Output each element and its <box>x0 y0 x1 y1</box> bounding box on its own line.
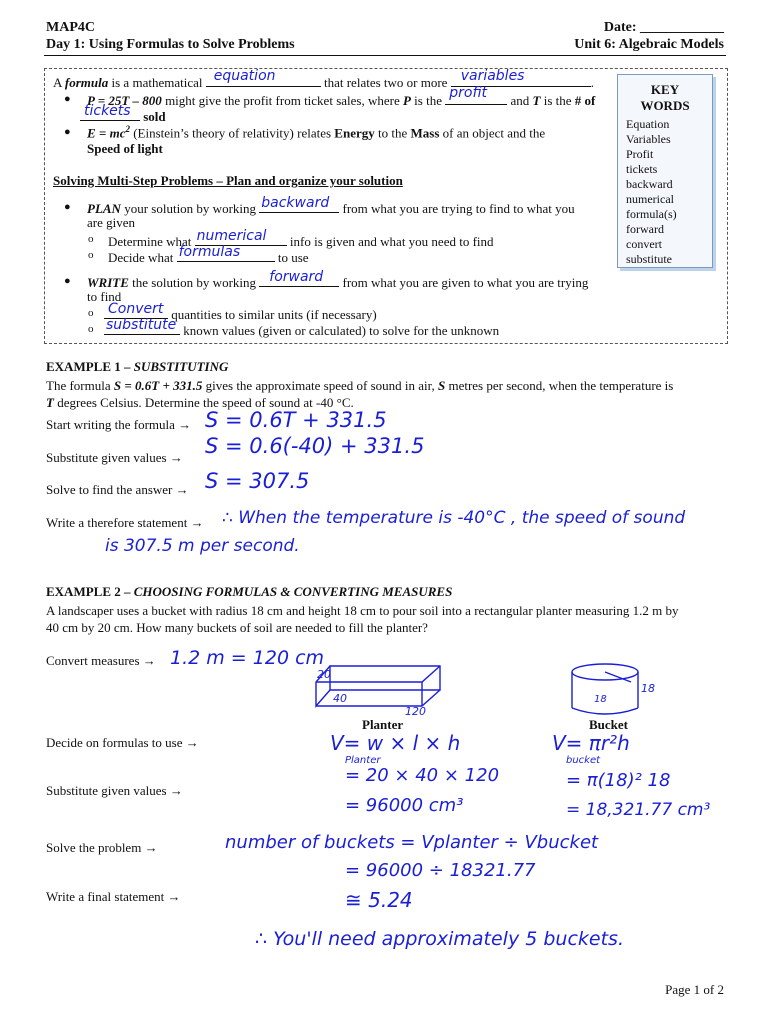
example1-heading: EXAMPLE 1 – SUBSTITUTING <box>46 359 229 374</box>
blank-backward: backward <box>261 195 330 211</box>
blank-numerical: numerical <box>196 228 267 244</box>
key-word: backward <box>626 177 673 191</box>
blank-tickets: tickets <box>84 103 131 119</box>
planter-dim-height: 20 <box>317 668 331 681</box>
bucket-bottom <box>572 708 638 714</box>
key-word: Variables <box>626 132 671 146</box>
hw-substitute: S = 0.6(-40) + 331.5 <box>205 434 425 458</box>
key-word: substitute <box>626 252 673 266</box>
example1-desc2: T degrees Celsius. Determine the speed of sound at -40 °C. <box>46 395 354 410</box>
bucket-label: Bucket <box>589 717 628 732</box>
hw-solve: S = 307.5 <box>205 469 310 493</box>
circle-bullet: o <box>88 323 94 335</box>
key-word: convert <box>626 237 662 251</box>
example2-step-solve: Solve the problem → <box>46 840 158 855</box>
bullet-dot: ● <box>64 201 71 213</box>
blank-forward: forward <box>269 269 324 285</box>
example2-desc2: 40 cm by 20 cm. How many buckets of soil are needed to fill the planter? <box>46 620 428 635</box>
header-rule <box>44 55 726 56</box>
hw-planter-volume: = 96000 cm³ <box>345 795 464 816</box>
planter-mid-edge <box>316 666 440 682</box>
example2-desc1: A landscaper uses a bucket with radius 18 cm and height 18 cm to pour soil into a rectangular planter measuring 1.2 m by <box>46 603 679 618</box>
hw-formula: S = 0.6T + 331.5 <box>205 408 387 432</box>
blank-equation: equation <box>213 68 276 84</box>
blank-profit: profit <box>449 85 487 101</box>
bullet-einstein: $E = mc^2$ (Einstein’s theory of relativity) relates Energy to the Mass of an object and the <box>87 124 546 141</box>
page-title: Day 1: Using Formulas to Solve Problems <box>46 37 295 52</box>
example2-step-formulas: Decide on formulas to use → <box>46 735 199 750</box>
hw-bucket-formula: V= πr²h <box>552 731 630 755</box>
intro-line: A formula is a mathematical equation that relates two or more variables . <box>53 68 594 90</box>
example2-heading: EXAMPLE 2 – CHOOSING FORMULAS & CONVERTING MEASURES <box>46 584 453 599</box>
date-field: Date: ____________ <box>603 20 724 35</box>
planter-label: Planter <box>362 717 404 732</box>
hw-bucket-subscript: bucket <box>566 755 601 766</box>
key-word: forward <box>626 222 664 236</box>
write-sub2: substitute known values (given or calculated) to solve for the unknown <box>106 317 500 338</box>
key-words-title-1: KEY <box>650 82 680 97</box>
blank-formulas: formulas <box>178 244 241 260</box>
circle-bullet: o <box>88 233 94 245</box>
hw-planter-substitution: = 20 × 40 × 120 <box>345 765 500 786</box>
example1-step-therefore: Write a therefore statement → <box>46 515 204 530</box>
hw-convert: 1.2 m = 120 cm <box>170 647 325 669</box>
blank-substitute: substitute <box>106 317 177 333</box>
hw-planter-formula: V= w × l × h <box>330 731 461 755</box>
example1-step-substitute: Substitute given values → <box>46 450 183 465</box>
plan-sub1: Determine what numerical info is given and what you need to find <box>108 228 494 249</box>
hw-therefore-2: is 307.5 m per second. <box>105 536 300 556</box>
bullet-dot: ● <box>64 275 71 287</box>
bullet-profit: P = 25T – 800 might give the profit from ticket sales, where P is the profit and T is the # of <box>87 85 596 108</box>
planter-dim-width: 40 <box>333 692 347 705</box>
example2-step-substitute: Substitute given values → <box>46 783 183 798</box>
planter-dim-length: 120 <box>405 705 426 718</box>
key-word: formula(s) <box>626 207 677 221</box>
circle-bullet: o <box>88 249 94 261</box>
key-words-list <box>618 117 712 267</box>
example1-step-formula: Start writing the formula → <box>46 417 192 432</box>
plan-sub2: Decide what formulas to use <box>108 244 309 265</box>
write-line2: to find <box>87 289 122 304</box>
speed-of-light: Speed of light <box>87 141 163 156</box>
multistep-heading: Solving Multi-Step Problems – Plan and organize your solution <box>53 173 403 188</box>
key-word: Equation <box>626 117 670 131</box>
hw-therefore-1: ∴ When the temperature is -40°C , the speed of sound <box>222 508 686 528</box>
bullet-dot: ● <box>64 93 71 105</box>
planter-top-face <box>330 666 440 690</box>
example2-step-convert: Convert measures → <box>46 653 156 668</box>
write-line: WRITE the solution by working forward from what you are given to what you are trying <box>87 269 589 290</box>
hw-final-statement: ∴ You'll need approximately 5 buckets. <box>255 928 624 950</box>
unit-title: Unit 6: Algebraic Models <box>574 37 724 52</box>
key-word: Profit <box>626 147 654 161</box>
example1-step-solve: Solve to find the answer → <box>46 482 189 497</box>
circle-bullet: o <box>88 307 94 319</box>
plan-line2: are given <box>87 215 136 230</box>
key-words-box <box>617 74 713 268</box>
hw-solve-answer: ≅ 5.24 <box>345 888 413 912</box>
hw-solve-ratio: number of buckets = Vplanter ÷ Vbucket <box>225 832 599 853</box>
hw-bucket-volume: = 18,321.77 cm³ <box>566 800 711 820</box>
write-sub1: Convert quantities to similar units (if necessary) <box>104 305 377 323</box>
bucket-dim-radius: 18 <box>594 694 607 705</box>
bucket-dim-height: 18 <box>641 682 655 695</box>
blank-convert: Convert <box>108 301 164 317</box>
key-words-title-2: WORDS <box>640 98 690 113</box>
page-number: Page 1 of 2 <box>665 982 724 997</box>
example2-step-final: Write a final statement → <box>46 889 181 904</box>
course-code: MAP4C <box>46 20 95 35</box>
example1-desc1: The formula S = 0.6T + 331.5 gives the approximate speed of sound in air, S metres per second, when the temperature is <box>46 378 674 393</box>
hw-solve-division: = 96000 ÷ 18321.77 <box>345 860 536 881</box>
key-word: numerical <box>626 192 674 206</box>
hw-bucket-substitution: = π(18)² 18 <box>566 770 671 791</box>
bullet-profit-line2: tickets sold <box>80 107 166 125</box>
blank-variables: variables <box>460 68 525 84</box>
plan-line: PLAN your solution by working backward from what you are trying to find to what you <box>87 195 575 216</box>
hw-planter-subscript: Planter <box>345 755 381 766</box>
key-word: tickets <box>626 162 658 176</box>
bullet-dot: ● <box>64 126 71 138</box>
